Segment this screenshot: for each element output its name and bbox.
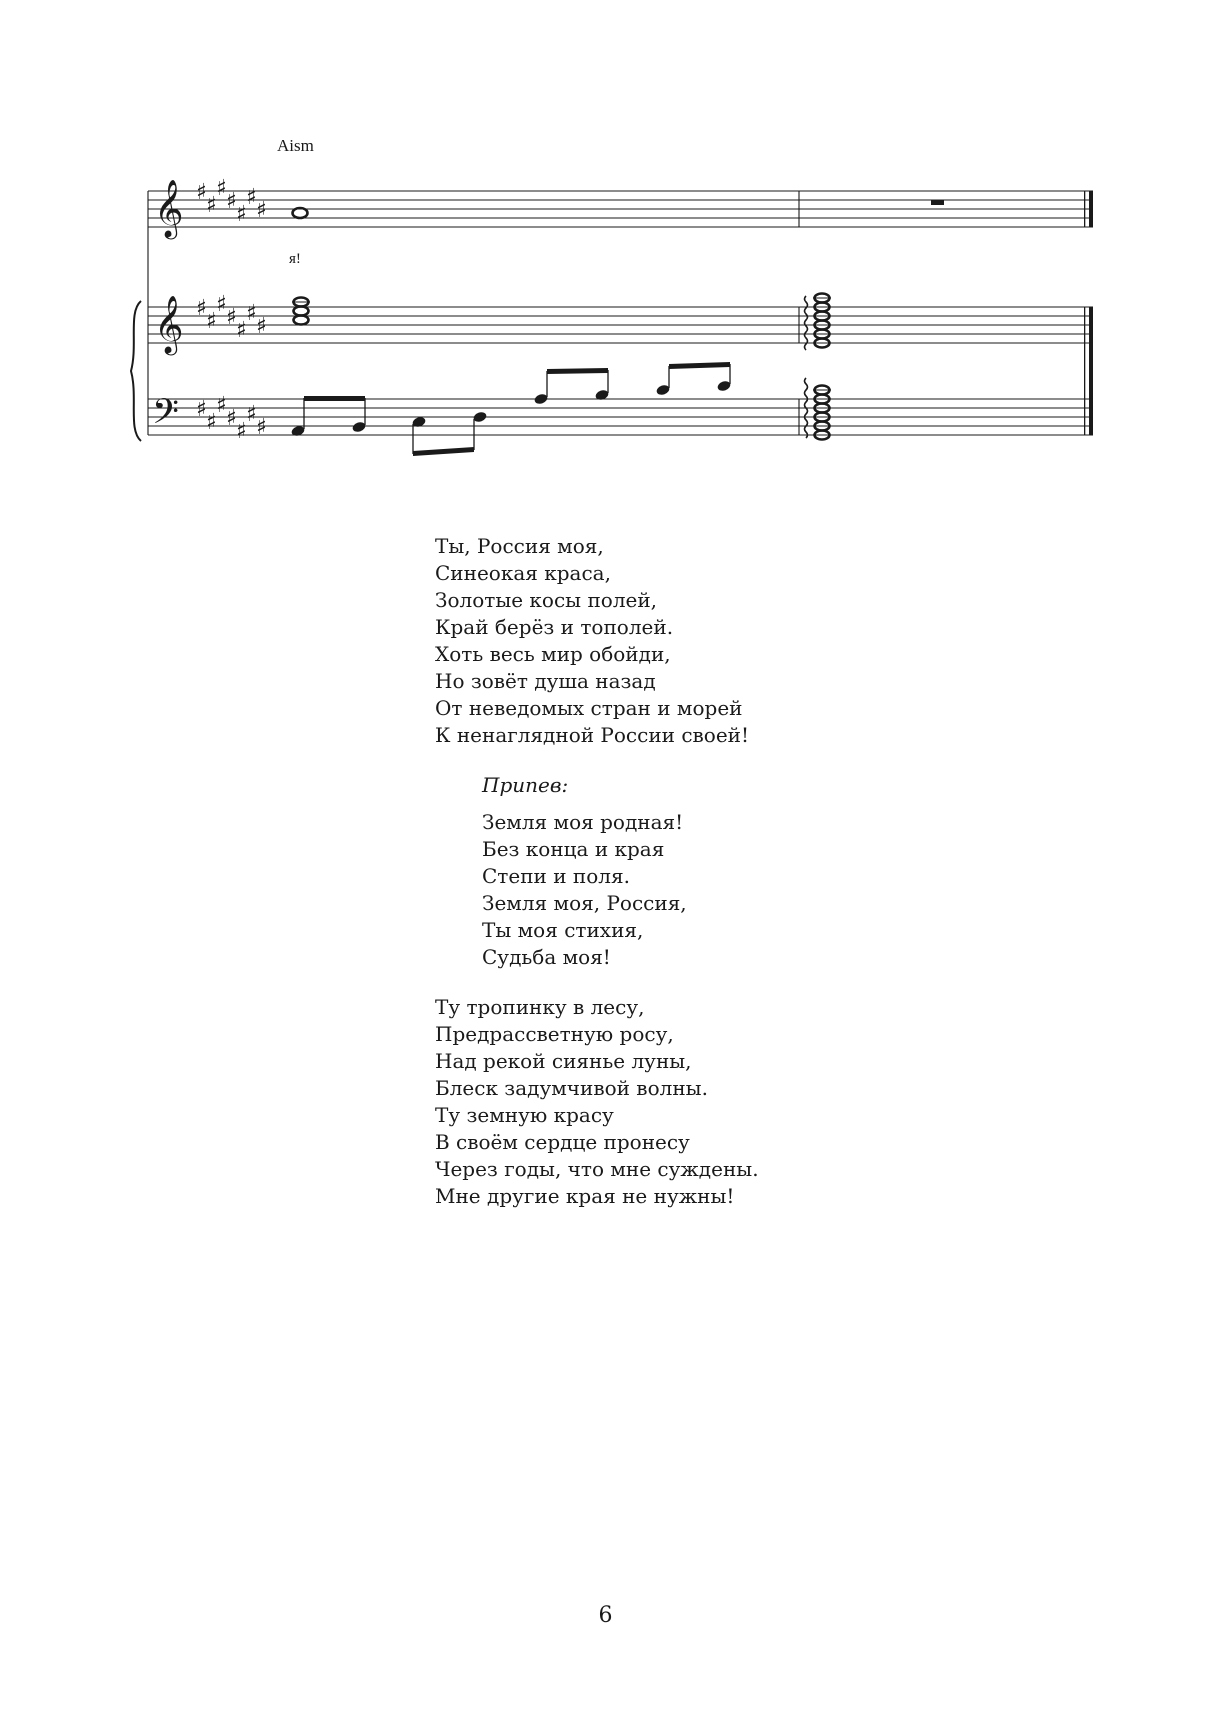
svg-text:♯: ♯	[246, 301, 257, 326]
svg-text:♯: ♯	[236, 419, 247, 444]
svg-text:♯: ♯	[216, 176, 227, 201]
svg-text:♯: ♯	[206, 309, 217, 334]
svg-text:♯: ♯	[226, 305, 237, 330]
verse-line: Край берёз и тополей.	[435, 615, 674, 639]
page-number: 6	[598, 1603, 613, 1628]
svg-text:♯: ♯	[206, 410, 217, 435]
svg-text:♯: ♯	[206, 193, 217, 218]
svg-text:♯: ♯	[246, 402, 257, 427]
verse-line: В своём сердце пронесу	[435, 1130, 690, 1154]
chorus-line: Земля моя родная!	[482, 810, 684, 834]
chorus	[482, 772, 759, 971]
svg-text:♯: ♯	[216, 393, 227, 418]
chorus-line: Земля моя, Россия,	[482, 891, 687, 915]
svg-text:♯: ♯	[196, 296, 207, 321]
music-score	[0, 0, 1211, 470]
svg-text:♯: ♯	[256, 314, 267, 339]
verse-line: Ту тропинку в лесу,	[435, 995, 645, 1019]
chorus-line: Степи и поля.	[482, 864, 630, 888]
verse-line: Над рекой сиянье луны,	[435, 1049, 692, 1073]
verse-line: От неведомых стран и морей	[435, 696, 743, 720]
svg-text:♯: ♯	[236, 318, 247, 343]
chorus-title: Припев:	[482, 773, 569, 797]
svg-text:♯: ♯	[196, 180, 207, 205]
svg-text:𝄞: 𝄞	[154, 179, 184, 237]
svg-text:♯: ♯	[226, 189, 237, 214]
svg-text:♯: ♯	[216, 292, 227, 317]
svg-text:♯: ♯	[236, 202, 247, 227]
svg-text:♯: ♯	[256, 198, 267, 223]
verse-line: Через годы, что мне суждены.	[435, 1157, 759, 1181]
verse-2	[435, 994, 759, 1210]
verse-line: Предрассветную росу,	[435, 1022, 674, 1046]
svg-text:♯: ♯	[246, 185, 257, 210]
chorus-line: Ты моя стихия,	[482, 918, 644, 942]
chorus-line: Без конца и края	[482, 837, 665, 861]
verse-line: Синеокая краса,	[435, 561, 611, 585]
chord-symbol: Aism	[277, 136, 314, 155]
chorus-line: Судьба моя!	[482, 945, 611, 969]
verse-line: Ту земную красу	[435, 1103, 614, 1127]
verse-line: Но зовёт душа назад	[435, 669, 656, 693]
verse-line: Ты, Россия моя,	[435, 534, 604, 558]
verse-1	[435, 533, 759, 749]
svg-text:♯: ♯	[226, 406, 237, 431]
verse-line: Блеск задумчивой волны.	[435, 1076, 708, 1100]
verse-line: Золотые косы полей,	[435, 588, 658, 612]
verse-line: К ненаглядной России своей!	[435, 723, 750, 747]
svg-text:𝄞: 𝄞	[154, 295, 184, 353]
svg-text:𝄢: 𝄢	[152, 391, 180, 440]
svg-text:♯: ♯	[256, 415, 267, 440]
svg-text:♯: ♯	[196, 397, 207, 422]
verse-line: Хоть весь мир обойди,	[435, 642, 671, 666]
lyric-syllable: я!	[289, 251, 301, 267]
verse-line: Мне другие края не нужны!	[435, 1184, 735, 1208]
lyrics	[435, 533, 759, 1210]
